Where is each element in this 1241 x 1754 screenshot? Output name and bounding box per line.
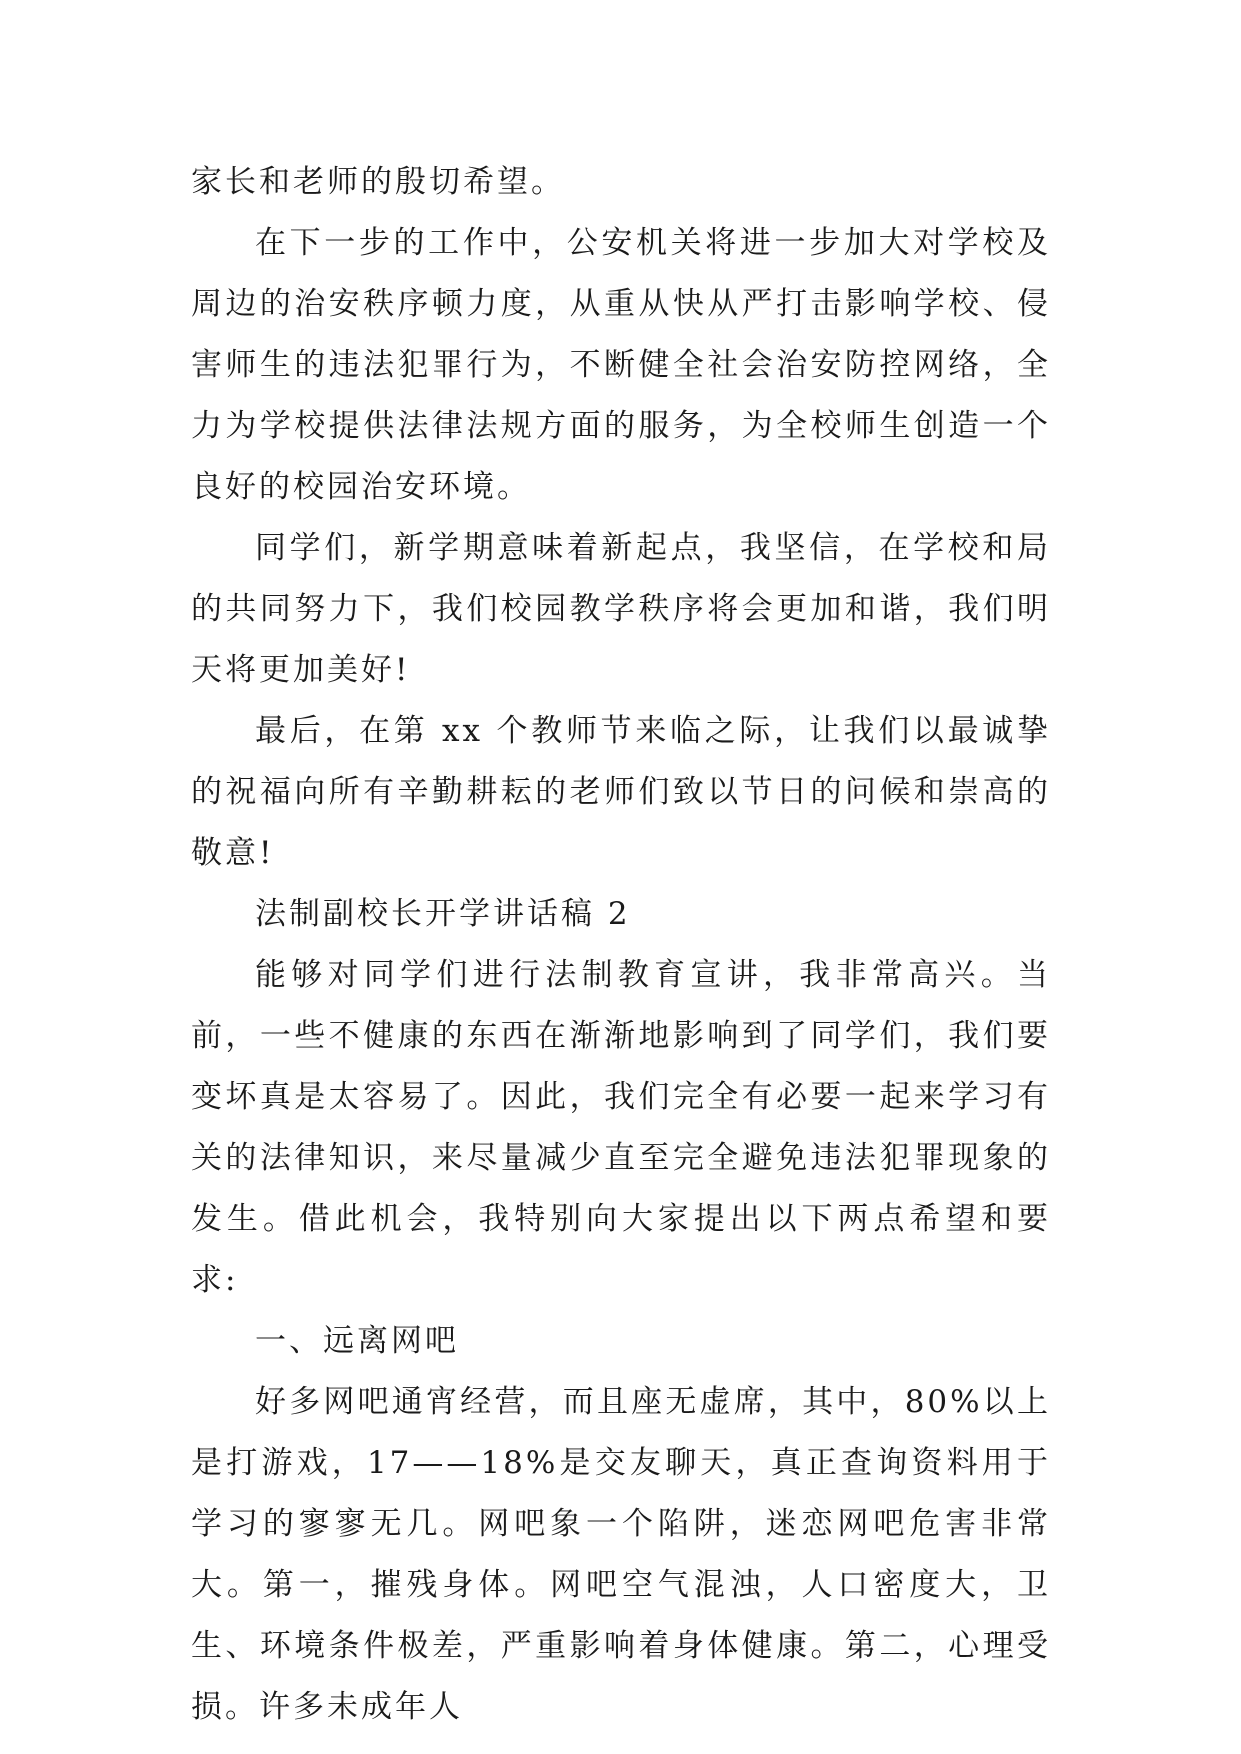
paragraph-police-work: 在下一步的工作中，公安机关将进一步加大对学校及周边的治安秩序顿力度，从重从快从严打击影响学校、侵害师生的违法犯罪行为，不断健全社会治安防控网络，全力为学校提供法律法规方面的服务，为全校师生创造一个良好的校园治安环境。 [191, 225, 1051, 505]
subsection-title: 一、远离网吧 [255, 1323, 459, 1359]
paragraph-new-semester: 同学们，新学期意味着新起点，我坚信，在学校和局的共同努力下，我们校园教学秩序将会更加和谐，我们明天将更加美好! [191, 530, 1051, 688]
section-title: 法制副校长开学讲话稿 2 [255, 896, 631, 932]
paragraph-legal-education: 能够对同学们进行法制教育宣讲，我非常高兴。当前，一些不健康的东西在渐渐地影响到了同学们，我们要变坏真是太容易了。因此，我们完全有必要一起来学习有关的法律知识，来尽量减少直至完全避免违法犯罪现象的发生。借此机会，我特别向大家提出以下两点希望和要求: [191, 957, 1051, 1298]
paragraph-continuation: 家长和老师的殷切希望。 [191, 164, 565, 200]
paragraph-teachers-day: 最后，在第 xx 个教师节来临之际，让我们以最诚挚的祝福向所有辛勤耕耘的老师们致以节日的问候和崇高的敬意! [191, 713, 1051, 871]
document-body [191, 152, 1051, 1738]
paragraph-internet-cafe: 好多网吧通宵经营，而且座无虚席，其中，80%以上是打游戏，17——18%是交友聊天，真正查询资料用于学习的寥寥无几。网吧象一个陷阱，迷恋网吧危害非常大。第一，摧残身体。网吧空气混浊，人口密度大，卫生、环境条件极差，严重影响着身体健康。第二，心理受损。许多未成年人 [191, 1384, 1051, 1725]
